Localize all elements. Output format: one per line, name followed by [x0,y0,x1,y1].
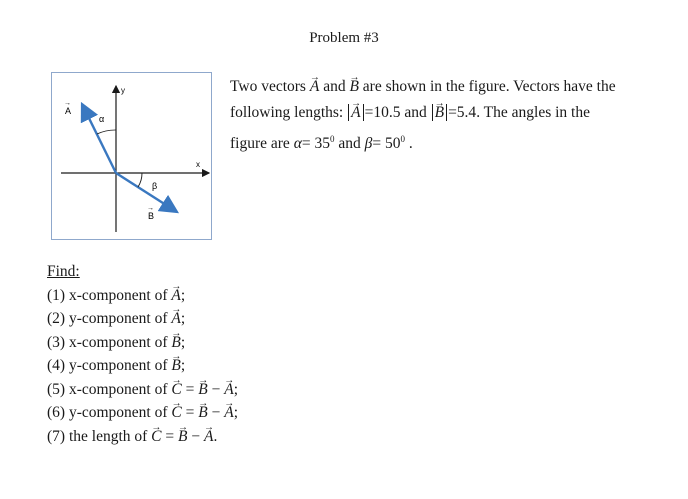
expression-text: = [161,427,179,445]
statement-text: . [408,135,413,153]
expression-text: ; [180,357,186,374]
vector-b-symbol: → B [171,354,180,378]
find-item-text: (7) the length of [47,427,148,445]
vector-a-symbol: → A [171,284,180,308]
label-x: x [196,160,200,169]
problem-statement [230,74,630,157]
vector-a-symbol: → A [224,401,233,425]
expression-text: − [207,380,225,398]
figure-border [52,73,212,240]
vector-b-symbol: → B [435,100,444,126]
find-list [47,284,238,449]
alpha-symbol: α [293,135,302,153]
vector-c-symbol: → C [171,378,181,402]
vector-b-symbol: → B [171,331,180,355]
vector-b-symbol: → B [198,378,207,402]
find-item-text: (4) y-component of [47,357,168,374]
vector-c-symbol: → C [151,425,161,449]
beta-symbol: β [364,135,373,153]
expression-text: = [181,404,199,421]
vector-a-symbol: → A [171,307,180,331]
find-item [47,284,238,308]
find-item-text: (1) x-component of [47,286,168,304]
statement-text: and [323,78,346,95]
label-b: B [148,211,155,221]
magnitude-b [432,104,447,121]
vector-c-symbol: → C [171,401,181,425]
find-section [47,260,238,448]
label-alpha: α [99,114,105,124]
expression-text: . [213,427,218,445]
find-item [47,425,238,449]
expression-text: ; [233,404,238,421]
label-a-arrow: → [64,100,71,107]
vector-b-symbol: → B [198,401,207,425]
label-b-arrow: → [147,205,154,212]
find-item-text: (2) y-component of [47,310,168,327]
statement-text: Two vectors [230,78,306,95]
vector-b-symbol: → B [178,425,187,449]
label-y: y [121,86,125,95]
beta-value: = 50 [372,135,401,153]
expression-text: = [181,380,199,398]
vector-a-symbol: → A [351,100,360,126]
find-item-text: (3) x-component of [47,333,168,351]
vector-a-symbol: → A [224,378,233,402]
degree-mark: 0 [400,134,405,144]
alpha-value: = 35 [301,135,330,153]
statement-text: and [404,104,427,121]
magnitude-a [348,104,363,121]
find-item [47,378,238,402]
expression-text: ; [233,380,238,398]
statement-text: are shown in the figure. Vectors have the following lengths: [230,78,616,121]
expression-text: ; [180,310,186,327]
label-beta: β [152,181,158,191]
length-b-value: =5.4 [448,104,477,121]
find-item [47,331,238,355]
vector-a-symbol: → A [204,425,213,449]
problem-title: Problem #3 [309,30,379,46]
vector-figure [51,72,212,240]
find-item-text: (6) y-component of [47,404,168,421]
expression-text: ; [180,333,186,351]
expression-text: − [187,427,204,445]
length-a-value: =10.5 [364,104,401,121]
expression-text: ; [180,286,186,304]
find-label: Find: [47,263,80,280]
statement-text: and [338,135,361,153]
find-item-text: (5) x-component of [47,380,168,398]
vector-b-symbol: → B [349,74,358,100]
statement-text: . The angles in the figure are [230,104,590,153]
vector-a-symbol: → A [310,74,319,100]
label-a: A [65,106,72,116]
find-item [47,307,238,331]
degree-mark: 0 [329,134,335,144]
find-item [47,354,238,378]
expression-text: − [207,404,225,421]
